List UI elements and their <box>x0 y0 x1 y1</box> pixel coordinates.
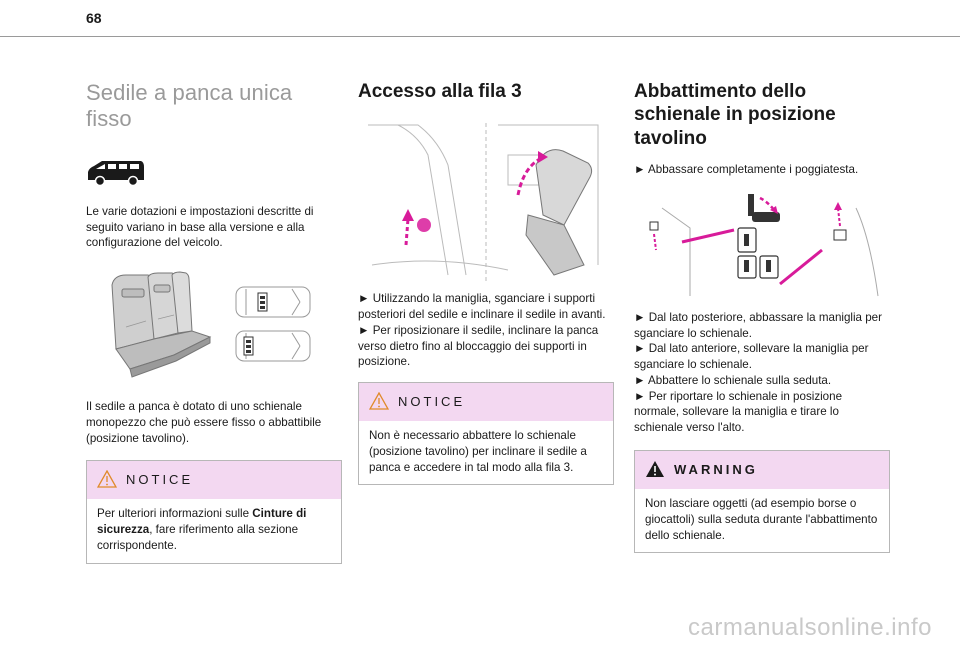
notice-header <box>359 383 613 421</box>
bench-description: Il sedile a panca è dotato di uno schienale monopezzo che può essere fisso o abbattibile (posizione tavolino). <box>86 400 322 445</box>
backrest-fold-illustration <box>634 188 890 300</box>
table-step-3: ► Abbattere lo schienale sulla seduta. <box>634 373 832 387</box>
section-title-bench: Sedile a panca unica fisso <box>86 80 293 132</box>
column-1 <box>86 80 342 564</box>
top-rule <box>0 36 960 37</box>
notice-text: Per ulteriori informazioni sulle Cinture di sicurezza, fare riferimento alla sezione corrispondente. <box>97 507 307 552</box>
section-title-table-position <box>634 80 890 150</box>
title-line: tavolino <box>634 127 707 149</box>
notice-box-seatbelts <box>86 460 342 563</box>
column-2 <box>358 80 614 485</box>
car-icon <box>86 159 342 192</box>
seatbelt-link-text: Cinture di sicurezza <box>97 507 307 537</box>
notice-header <box>87 461 341 499</box>
watermark: carmanualsonline.info <box>688 614 932 641</box>
warning-icon <box>645 460 665 483</box>
notice-box-row3 <box>358 382 614 485</box>
row3-step-1: ► Utilizzando la maniglia, sganciare i supporti posteriori del sedile e inclinare il sedile in avanti. <box>358 292 606 322</box>
warning-label: WARNING <box>674 461 758 477</box>
table-step-1: ► Dal lato posteriore, abbassare la maniglia per sganciare lo schienale. <box>634 310 882 340</box>
page-number: 68 <box>86 10 102 26</box>
title-line: Abbattimento dello <box>634 81 807 102</box>
row3-access-illustration <box>358 115 614 283</box>
title-line: schienale in posizione <box>634 104 836 126</box>
headrest-step: ► Abbassare completamente i poggiatesta. <box>634 163 859 177</box>
column-3 <box>634 80 890 553</box>
intro-text: Le varie dotazioni e impostazioni descritte di seguito variano in base alla versione e alla configurazione del veicolo. <box>86 204 314 250</box>
section-title-row3: Accesso alla fila 3 <box>358 81 522 102</box>
row3-step-2: ► Per riposizionare il sedile, inclinare la panca verso dietro fino al bloccaggio dei supporti in posizione. <box>358 323 599 369</box>
caution-icon <box>97 470 117 493</box>
warning-text: Non lasciare oggetti (ad esempio borse o giocattoli) sulla seduta durante l'abbattimento dello schienale. <box>645 496 878 542</box>
table-step-2: ► Dal lato anteriore, sollevare la maniglia per sganciare lo schienale. <box>634 342 869 372</box>
notice-label: NOTICE <box>126 472 194 488</box>
warning-box <box>634 450 890 553</box>
notice-label: NOTICE <box>398 394 466 410</box>
table-step-4: ► Per riportare lo schienale in posizione normale, sollevare la maniglia e tirare lo schienale verso l'alto. <box>634 389 843 435</box>
headrest-illustration <box>748 194 780 222</box>
bench-seat-illustration <box>86 267 342 385</box>
table-position-steps <box>634 310 890 436</box>
caution-icon <box>369 392 389 415</box>
notice-text: Non è necessario abbattere lo schienale (posizione tavolino) per inclinare il sedile a panca e accedere in tal modo alla fila 3. <box>369 429 587 474</box>
warning-header <box>635 451 889 489</box>
